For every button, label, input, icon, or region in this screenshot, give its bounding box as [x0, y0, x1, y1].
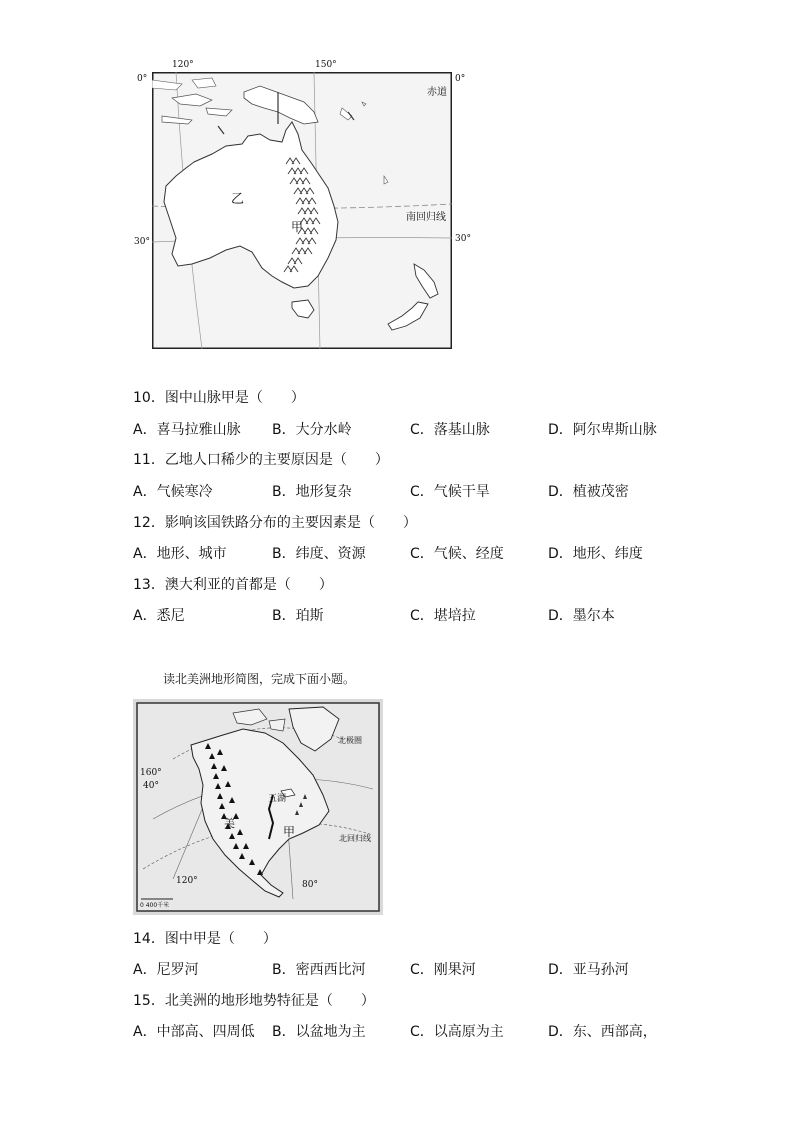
option-a[interactable]: A．中部高、四周低	[133, 1024, 255, 1040]
option-d[interactable]: D．东、西部高，	[548, 1024, 657, 1040]
map2-label-wuhu: 五湖	[268, 794, 287, 804]
option-d[interactable]: D．亚马孙河	[548, 962, 629, 978]
question-stem: 北美洲的地形地势特征是（ ）	[164, 993, 375, 1009]
option-d[interactable]: D．植被茂密	[548, 484, 629, 500]
option-b[interactable]: B．纬度、资源	[272, 546, 366, 562]
north-america-map-frame	[133, 699, 383, 915]
option-d[interactable]: D．地形、纬度	[548, 546, 643, 562]
map1-tropic-label: 南回归线	[406, 212, 446, 223]
map1-lat-left-0: 0°	[137, 74, 148, 84]
map1-top-lon-120: 120°	[172, 60, 194, 70]
map1-label-jia: 甲	[291, 220, 304, 234]
option-b[interactable]: B．密西西比河	[272, 962, 366, 978]
map1-lat-left-30: 30°	[134, 237, 150, 247]
question-stem: 乙地人口稀少的主要原因是（ ）	[164, 452, 389, 468]
option-b[interactable]: B．地形复杂	[272, 484, 352, 500]
map1-lat-right-0: 0°	[455, 74, 466, 84]
option-a[interactable]: A．尼罗河	[133, 962, 199, 978]
option-c[interactable]: C．气候干旱	[410, 484, 490, 500]
question-number: 15	[133, 993, 151, 1009]
question-number: 10	[133, 390, 151, 406]
option-c[interactable]: C．落基山脉	[410, 422, 490, 438]
map2-lon-80: 80°	[302, 880, 318, 890]
map2-label-north-tropic: 北回归线	[339, 834, 371, 843]
map1-label-yi: 乙	[231, 192, 245, 207]
map1-lat-right-30: 30°	[455, 234, 471, 244]
question-stem: 影响该国铁路分布的主要因素是（ ）	[164, 515, 417, 531]
question-stem: 澳大利亚的首都是（ ）	[164, 577, 333, 593]
option-a[interactable]: A．地形、城市	[133, 546, 227, 562]
option-b[interactable]: B．以盆地为主	[272, 1024, 366, 1040]
map1-top-lon-150: 150°	[315, 60, 337, 70]
option-c[interactable]: C．堪培拉	[410, 608, 476, 624]
option-c[interactable]: C．刚果河	[410, 962, 476, 978]
option-b[interactable]: B．大分水岭	[272, 422, 352, 438]
option-c[interactable]: C．以高原为主	[410, 1024, 504, 1040]
map2-label-north-circle: 北极圈	[338, 736, 362, 745]
map2-lon-160: 160°	[140, 768, 162, 778]
option-a[interactable]: A．喜马拉雅山脉	[133, 422, 241, 438]
question-number: 13	[133, 577, 151, 593]
option-a[interactable]: A．悉尼	[133, 608, 185, 624]
map2-lon-120: 120°	[176, 876, 198, 886]
option-c[interactable]: C．气候、经度	[410, 546, 504, 562]
question-number: 12	[133, 515, 151, 531]
map2-label-mei: 美	[224, 817, 235, 830]
map2-lat-40: 40°	[143, 781, 159, 791]
reading-intro: 读北美洲地形简图，完成下面小题。	[163, 672, 356, 686]
map2-scale-label: 0 400千米	[140, 902, 170, 909]
question-stem: 图中甲是（ ）	[164, 931, 277, 947]
map2-label-jia: 甲	[283, 825, 296, 839]
option-d[interactable]: D．阿尔卑斯山脉	[548, 422, 657, 438]
option-d[interactable]: D．墨尔本	[548, 608, 615, 624]
map1-equator-label: 赤道	[427, 87, 447, 98]
question-number: 14	[133, 931, 151, 947]
question-number: 11	[133, 452, 151, 468]
option-a[interactable]: A．气候寒冷	[133, 484, 213, 500]
question-stem: 图中山脉甲是（ ）	[164, 390, 305, 406]
option-b[interactable]: B．珀斯	[272, 608, 324, 624]
